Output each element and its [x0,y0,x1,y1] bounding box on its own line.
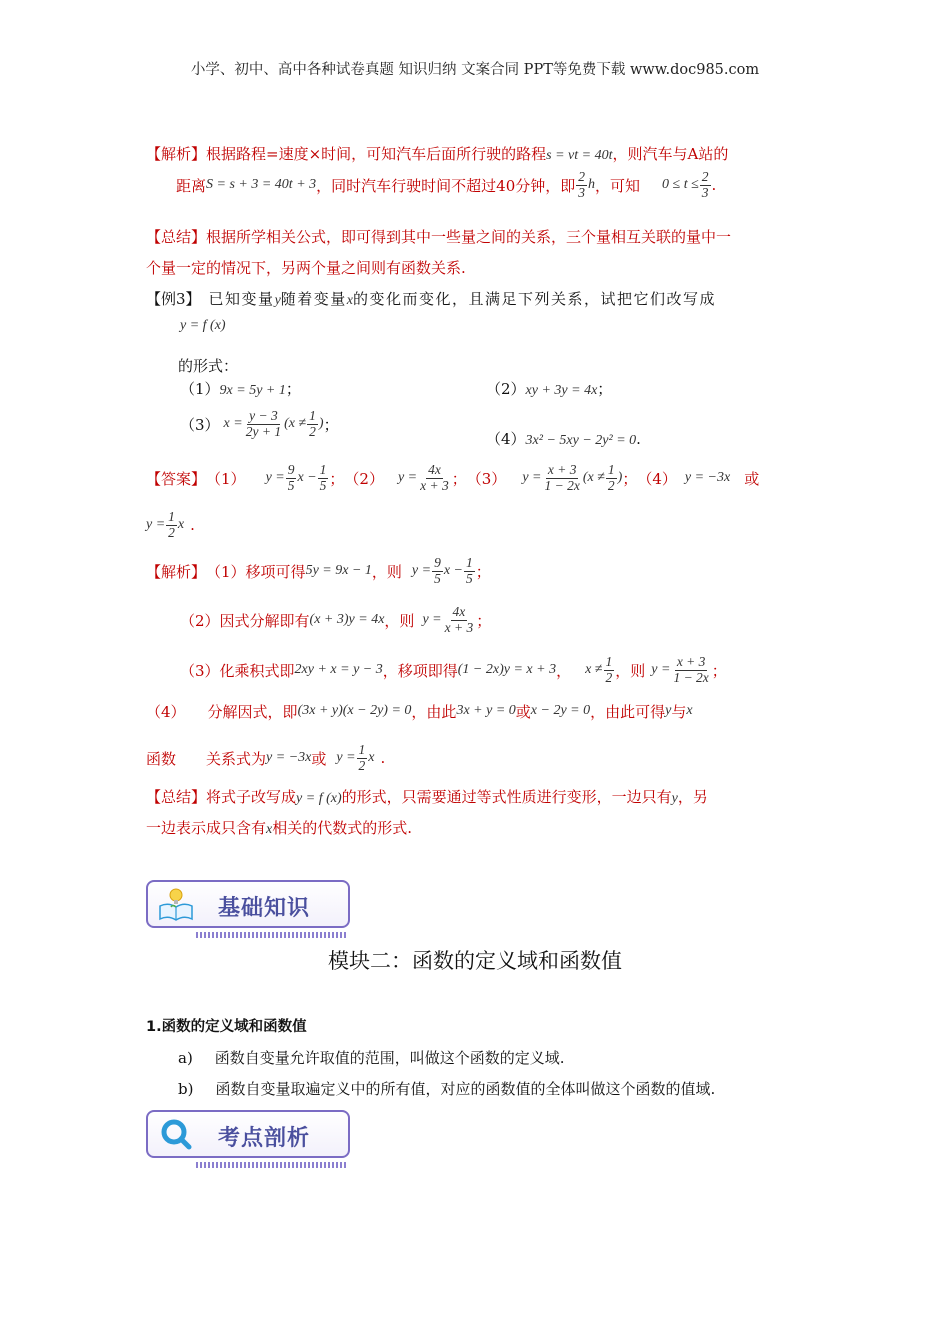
badge-basic-knowledge [146,880,354,940]
text: ，移项即得 [382,661,458,680]
text: （3） [466,469,507,488]
text: 将式子改写成 [206,788,297,806]
answer-line1 [146,456,759,500]
fraction: $\frac{1}{2}$ [168,509,175,540]
formula: (3x + y)(x − 2y) = 0 [297,703,412,718]
example-tag: 【例3】 [146,290,201,308]
text: ，同时汽车行驶时间不超过40分钟，即 [316,176,576,195]
item-marker: a) [178,1049,193,1067]
text: ，则 [615,661,646,680]
text: ； [622,469,638,488]
text: （4） [637,469,677,488]
fraction: $\frac{1}{2}$ [607,462,615,493]
fraction: $\frac{9}{5}$ [287,462,295,493]
formula: S = s + 3 = 40t + 3 [206,177,317,192]
formula: y = [651,662,671,677]
text: ； [711,661,727,680]
text: （2） [344,469,384,488]
module-title: 模块二：函数的定义域和函数值 [328,949,622,973]
text: ，可知 [595,176,641,195]
text: （2）因式分解即有 [180,611,310,630]
analysis1-line1 [146,143,728,164]
formula: x − [443,563,463,578]
text: 关系式为 [206,749,267,768]
text: ； [323,415,339,434]
summary-tag: 【总结】 [146,228,207,246]
formula: s = vt = 40t [546,148,613,163]
item-marker: （2） [486,380,526,398]
text: 或 [515,702,531,721]
formula: ) [617,470,623,485]
example3-item2 [486,378,612,399]
summary-tag: 【总结】 [146,788,207,806]
list-item [178,1047,565,1068]
answer-tag: 【答案】 [146,469,207,488]
example3-item3 [180,402,339,446]
fraction: $\frac{y - 3}{2y + 1}$ [245,408,282,439]
example3-item4 [486,428,641,449]
badge-stripes [196,932,346,938]
formula: y = −3x [684,470,731,485]
item-marker: （1） [180,380,220,398]
badge-exam-analysis [146,1110,354,1170]
formula: 3x + y = 0 [456,703,516,718]
formula: x − [297,470,317,485]
formula: y = [522,470,542,485]
formula: ) [318,416,324,431]
text: ； [329,469,345,488]
item-marker: b) [178,1080,194,1098]
analysis2-line5 [146,736,385,780]
page-header: 小学、初中、高中各种试卷真题 知识归纳 文案合同 PPT等免费下载 www.doc985.com [190,62,760,78]
item-text: 函数自变量允许取值的范围，叫做这个函数的定义域. [214,1049,565,1067]
example3-item1 [180,378,301,399]
lightbulb-book-icon [156,886,196,922]
text: 已知变量 [208,290,275,308]
fraction: $\frac{4x}{x + 3}$ [444,604,474,635]
badge-label: 考点剖析 [218,1126,311,1151]
fraction: $\frac{2}{3}$ [578,169,585,200]
formula: 9x = 5y + 1 [219,383,286,398]
text: ， [556,661,572,680]
badge-stripes [196,1162,346,1168]
text: 分解因式，即 [207,702,298,721]
text: 根据所学相关公式，即可得到其中一些量之间的关系，三个量相互关联的量中一 [206,228,732,246]
fraction: $\frac{1}{2}$ [309,408,316,439]
item-marker: （3） [180,415,220,434]
text: 的形式，只需要通过等式性质进行变形，一边只有 [341,788,672,806]
variable: x [346,293,354,308]
text: ； [475,562,491,581]
formula: (x ≠ [582,470,605,485]
formula: h [588,177,595,192]
variable: x [686,703,693,718]
text: 相关的代数式的形式. [272,819,413,837]
formula: y = [411,563,432,578]
formula: y = [146,517,166,532]
text: 随着变量 [280,290,347,308]
magnifier-icon [156,1116,196,1152]
text: 函数 [146,749,177,768]
formula: 0 ≤ t ≤ [662,177,699,192]
text: . [636,430,641,448]
text: 与 [671,702,687,721]
formula: (1 − 2x)y = x + 3 [457,662,557,677]
list-item [178,1078,715,1099]
fraction: $\frac{4x}{x + 3}$ [420,462,449,493]
formula: x [368,750,375,765]
formula: y = [336,750,356,765]
example3-line3: 的形式： [178,357,239,375]
fraction: $\frac{2}{3}$ [701,169,709,200]
fraction: $\frac{1}{2}$ [358,742,366,773]
summary2-line2 [146,817,412,838]
text: （1）移项可得 [206,562,306,581]
variable: x [266,822,273,837]
summary1-line2: 个量一定的情况下，另两个量之间则有函数关系. [146,259,466,277]
analysis-tag: 【解析】 [146,145,207,163]
text: 根据路程=速度×时间，可知汽车后面所行驶的路程 [206,145,547,163]
text: 一边表示成只含有 [146,819,267,837]
formula: (x + 3)y = 4x [309,612,385,627]
analysis1-line2 [176,163,716,207]
formula: y = [265,470,285,485]
text: ，则 [384,611,415,630]
formula: (x ≠ [284,416,307,431]
example3-target-form: y = f (x) [180,318,226,333]
example3-line1 [146,288,716,309]
text: 或 [311,749,327,768]
analysis2-line3 [180,646,727,694]
fraction: $\frac{x + 3}{1 - 2x}$ [673,654,709,685]
formula: x − 2y = 0 [530,703,591,718]
text: . [190,516,195,534]
text: （3）化乘积式即 [180,661,295,680]
fraction: $\frac{1}{2}$ [605,654,613,685]
analysis-tag: 【解析】 [146,562,207,581]
text: ； [476,611,492,630]
formula: y = f (x) [296,791,342,806]
badge-label: 基础知识 [218,896,311,921]
analysis2-line2 [180,598,491,642]
text: ； [285,380,301,398]
fraction: $\frac{1}{5}$ [466,555,473,586]
formula: 2xy + x = y − 3 [294,662,383,677]
formula: y = [397,470,418,485]
analysis2-line4 [146,696,693,726]
text: （4） [146,702,186,721]
text: ； [597,380,613,398]
formula: 5y = 9x − 1 [305,563,372,578]
text: ，则 [371,562,402,581]
text: 或 [744,469,760,488]
fraction: $\frac{9}{5}$ [434,555,441,586]
analysis2-line1 [146,549,491,593]
variable: y [274,293,281,308]
formula: x = [223,416,243,431]
answer-line2 [146,505,195,545]
formula: x [177,517,185,532]
formula: 3x² − 5xy − 2y² = 0 [525,433,637,448]
text: 的变化而变化，且满足下列关系，试把它们改写成 [353,290,717,308]
formula: y = −3x [266,750,312,765]
text: ，另 [677,788,708,806]
formula: x ≠ [585,662,603,677]
summary1-line1 [146,226,731,247]
variable: y [671,791,678,806]
formula: y = [422,612,442,627]
text: ，由此可得 [590,702,666,721]
text: ，由此 [411,702,457,721]
fraction: $\frac{1}{5}$ [319,462,327,493]
text: ，则汽车与A站的 [612,145,729,163]
variable: y [665,703,672,718]
text: （1） [206,469,246,488]
text: ； [451,469,467,488]
text: . [711,176,717,194]
text: 距离 [176,176,207,195]
section-heading: 1.函数的定义域和函数值 [146,1019,307,1035]
summary2-line1 [146,786,708,807]
text: . [380,749,386,767]
formula: xy + 3y = 4x [525,383,598,398]
item-text: 函数自变量取遍定义中的所有值，对应的函数值的全体叫做这个函数的值域. [215,1080,716,1098]
fraction: $\frac{x + 3}{1 - 2x}$ [544,462,580,493]
item-marker: （4） [486,430,526,448]
